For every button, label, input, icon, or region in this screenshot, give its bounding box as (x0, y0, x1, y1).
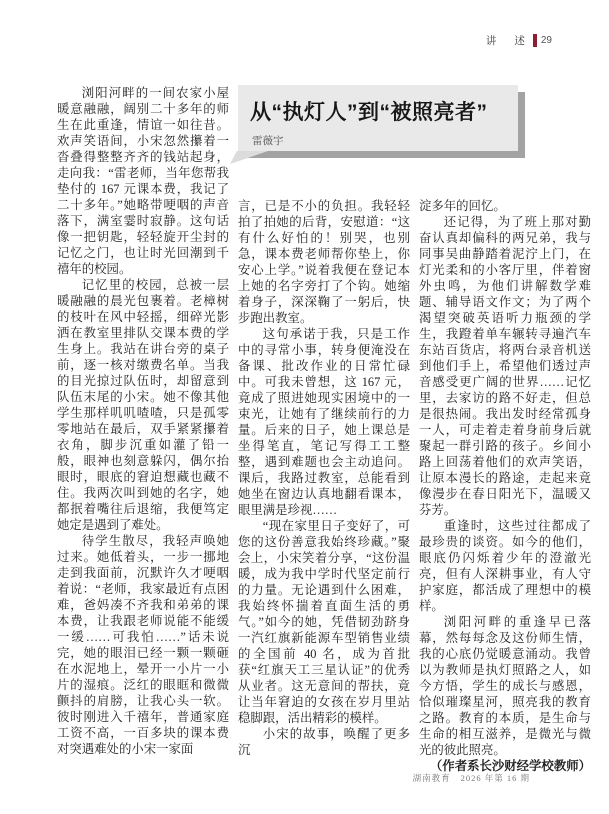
paragraph: “现在家里日子变好了，可您的这份善意我始终珍藏。”聚会上，小宋笑着分享，“这份温暖，成为我中学时代坚定前行的力量。无论遇到什么困难，我始终怀揣着直面生活的勇气。”如今的她，凭借韧劲跻身一汽红旗新能源车型销售业绩的全国前 40 名，成为首批获“红旗天工三星认证”的优秀从业者。这无意间的帮扶，竟让当年窘迫的女孩在岁月里站稳脚跟，活出精彩的模样。 (238, 519, 410, 725)
paragraph: 待学生散尽，我轻声唤她过来。她低着头，一步一挪地走到我面前，沉默许久才哽咽着说：“老师，我家最近有点困难，爸妈凑不齐我和弟弟的课本费，让我跟老师说能不能缓一缓……可我怕……”话未说完，她的眼泪已经一颗一颗砸在水泥地上，晕开一小片一小片的湿痕。泛红的眼眶和微微颤抖的肩膀，让我心头一软。彼时刚进入千禧年，普通家庭工资不高，一百多块的课本费对突遇难处的小宋一家面 (57, 534, 229, 756)
page-number: 29 (540, 35, 552, 46)
paragraph: 重逢时，这些过往都成了最珍贵的谈资。如今的他们，眼底仍闪烁着少年的澄澈光亮，但有人深耕事业，有人守护家庭，都活成了理想中的模样。 (419, 519, 591, 613)
section-label-char-2: 述 (514, 36, 525, 47)
paragraph: 淀多年的回忆。 (419, 199, 506, 213)
paragraph: 言，已是不小的负担。我轻轻拍了拍她的后背，安慰道：“这有什么好怕的！别哭，也别急，课本费老师帮你垫上，你安心上学。”说着我便在登记本上她的名字旁打了个钩。她缩着身子，深深鞠了一躬后，快步跑出教室。 (238, 199, 410, 325)
article-author: 雷薇宇 (252, 135, 284, 147)
page-footer (413, 772, 530, 784)
title-box (238, 85, 518, 151)
header-divider-bar (533, 34, 537, 47)
paragraph: 浏阳河畔的重逢早已落幕，然每每念及这份师生情，我的心底仍觉暖意涌动。我曾以为教师是执灯照路之人，如今方悟，学生的成长与感恩，恰似璀璨星河，照亮我的教育之路。教育的本质，是生命与生命的相互滋养，是微光与微光的彼此照亮。 (419, 615, 591, 757)
text-column (238, 198, 410, 758)
footer-gap (451, 772, 461, 784)
running-head (486, 33, 552, 48)
paragraph: （作者系长沙财经学校教师） (429, 759, 591, 773)
text-column (57, 85, 229, 757)
issue-label: 2026 年第 16 期 (460, 773, 530, 783)
paragraph: 记忆里的校园，总被一层暖融融的晨光包裹着。老樟树的枝叶在风中轻摇，细碎光影洒在教室里排队交课本费的学生身上。我站在讲台旁的桌子前，逐一核对缴费名单。当我的目光掠过队伍时，却留意到队伍末尾的小宋。她不像其他学生那样叽叽喳喳，只是孤零零地站在最后，双手紧紧攥着衣角，脚步沉重如灌了铅一般，眼神也刻意躲闪，偶尔抬眼时，眼底的窘迫想藏也藏不住。我两次叫到她的名字，她都抿着嘴往后退缩，我便笃定她定是遇到了难处。 (57, 278, 229, 532)
paragraph: 浏阳河畔的一间农家小屋暖意融融，阔别二十多年的师生在此重逢，情谊一如往昔。欢声笑语间，小宋忽然攥着一沓叠得整整齐齐的钱站起身，走向我：“雷老师，当年您帮我垫付的 167 元课本费，我记了二十多年。”她略带哽咽的声音落下，满室霎时寂静。这句话像一把钥匙，轻轻旋开尘封的记忆之门，也让时光回潮到千禧年的校园。 (57, 86, 229, 276)
paragraph: 这句承诺于我，只是工作中的寻常小事，转身便淹没在备课、批改作业的日常忙碌中。可我未曾想，这 167 元，竟成了照进她现实困境中的一束光，让她有了继续前行的力量。后来的日子，她上课总是坐得笔直，笔记写得工工整整，遇到难题也会主动追问。课后，我路过教室，总能看到她坐在窗边认真地翻看课本，眼里满是珍视…… (238, 327, 410, 517)
article-title: 从“执灯人”到“被照亮者” (250, 101, 488, 124)
journal-name: 湖南教育 (412, 773, 451, 783)
paragraph: 小宋的故事，唤醒了更多沉 (238, 727, 410, 757)
paragraph: 还记得，为了班上那对勤奋认真却偏科的两兄弟，我与同事吴曲静踏着泥泞上门，在灯光柔和的小客厅里，伴着窗外虫鸣，为他们讲解数学难题、辅导语文作文；为了两个渴望突破英语听力瓶颈的学生，我蹬着单车辗转寻遍汽车东站百货店，将两台录音机送到他们手上，希望他们透过声音感受更广阔的世界……记忆里，去家访的路不好走，但总是很热闹。我出发时经常孤身一人，可走着走着身前身后就聚起一群引路的孩子。乡间小路上回荡着他们的欢声笑语，让原本漫长的路途，走起来竟像漫步在春日阳光下，温暖又芬芳。 (419, 215, 591, 517)
text-column (419, 198, 591, 774)
section-label-char-1: 讲 (485, 36, 497, 47)
